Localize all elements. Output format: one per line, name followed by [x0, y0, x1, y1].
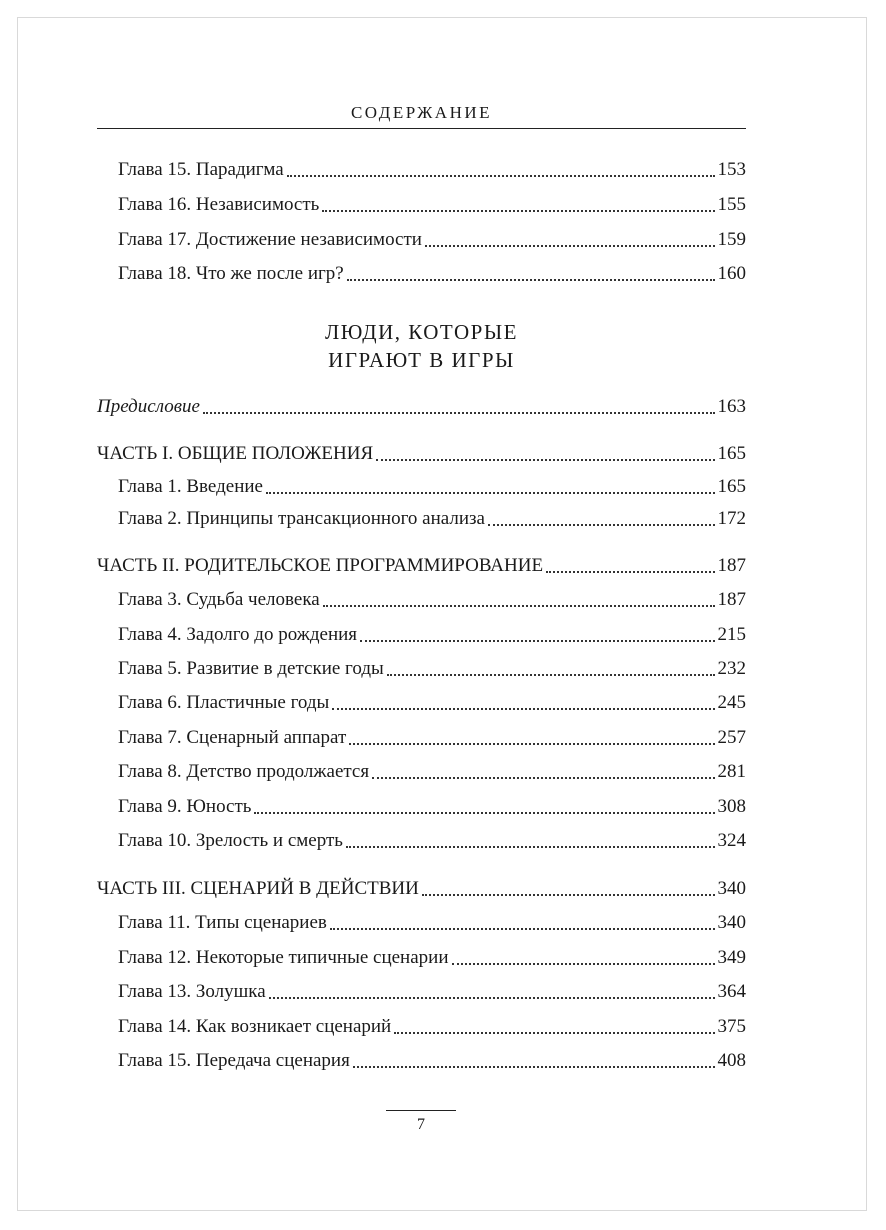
toc-entry-page-number: 187 [717, 555, 746, 576]
toc-entry [118, 909, 746, 937]
toc-entry [118, 1013, 746, 1041]
toc-entry-title: ЧАСТЬ III. СЦЕНАРИЙ В ДЕЙСТВИИ [97, 878, 419, 899]
toc-entry-title: Глава 15. Парадигма [118, 159, 284, 180]
toc-dot-leader [376, 459, 714, 461]
toc-entry-page-number: 375 [717, 1016, 746, 1037]
toc-entry-title: Глава 1. Введение [118, 476, 263, 497]
toc-entry [118, 260, 746, 288]
toc-dot-leader [425, 245, 715, 247]
toc-dot-leader [353, 1066, 715, 1068]
toc-entry-page-number: 165 [717, 476, 746, 497]
toc-entry-page-number: 155 [717, 194, 746, 215]
toc-entry-title: Предисловие [97, 396, 200, 417]
toc-entry-page-number: 159 [717, 229, 746, 250]
toc-entry [118, 827, 746, 855]
toc-entry [97, 393, 746, 421]
toc-entry-title: Глава 3. Судьба человека [118, 589, 320, 610]
toc-entry-title: Глава 11. Типы сценариев [118, 912, 327, 933]
toc-entry-title: Глава 12. Некоторые типичные сценарии [118, 947, 449, 968]
toc-entry [118, 156, 746, 184]
toc-entry-title: Глава 6. Пластичные годы [118, 692, 330, 713]
toc-entry-page-number: 349 [717, 947, 746, 968]
toc-dot-leader [452, 963, 715, 965]
toc-entry-title: Глава 2. Принципы трансакционного анализа [118, 508, 485, 529]
toc-entry-title: Глава 7. Сценарный аппарат [118, 727, 347, 748]
toc-dot-leader [546, 571, 714, 573]
toc-entry-page-number: 215 [717, 624, 746, 645]
toc-entry-page-number: 257 [717, 727, 746, 748]
toc-entry [118, 505, 746, 533]
toc-entry-title: Глава 9. Юность [118, 796, 252, 817]
toc-part-entry [97, 552, 746, 580]
toc-entry-title: ЧАСТЬ II. РОДИТЕЛЬСКОЕ ПРОГРАММИРОВАНИЕ [97, 555, 544, 576]
toc-entry [118, 586, 746, 614]
toc-entry [118, 655, 746, 683]
toc-entry-title: Глава 16. Независимость [118, 194, 320, 215]
toc-dot-leader [346, 846, 715, 848]
toc-dot-leader [254, 812, 714, 814]
toc-dot-leader [422, 894, 715, 896]
toc-entry [118, 689, 746, 717]
toc-dot-leader [360, 640, 714, 642]
toc-entry [118, 1047, 746, 1075]
toc-entry [118, 978, 746, 1006]
toc-dot-leader [347, 279, 715, 281]
running-head: СОДЕРЖАНИЕ [350, 103, 493, 122]
section-title-line-1: ЛЮДИ, КОТОРЫЕ [325, 320, 518, 344]
toc-entry-page-number: 340 [717, 878, 746, 899]
toc-dot-leader [488, 524, 715, 526]
toc-dot-leader [387, 674, 715, 676]
toc-dot-leader [287, 175, 715, 177]
section-title-line-2: ИГРАЮТ В ИГРЫ [328, 348, 515, 372]
toc-entry-page-number: 245 [717, 692, 746, 713]
footer-rule [386, 1110, 456, 1111]
toc-entry-title: Глава 15. Передача сценария [118, 1050, 350, 1071]
toc-dot-leader [349, 743, 714, 745]
toc-entry [118, 226, 746, 254]
toc-entry-page-number: 364 [717, 981, 746, 1002]
toc-entry [118, 724, 746, 752]
toc-entry [118, 944, 746, 972]
toc-entry-title: Глава 18. Что же после игр? [118, 263, 344, 284]
toc-entry-title: ЧАСТЬ I. ОБЩИЕ ПОЛОЖЕНИЯ [97, 443, 374, 464]
toc-entry [118, 621, 746, 649]
toc-entry-page-number: 172 [717, 508, 746, 529]
toc-entry-title: Глава 14. Как возникает сценарий [118, 1016, 392, 1037]
toc-entry-page-number: 340 [717, 912, 746, 933]
toc-part-entry [97, 440, 746, 468]
toc-entry-page-number: 408 [717, 1050, 746, 1071]
toc-entry-page-number: 153 [717, 159, 746, 180]
toc-entry [118, 473, 746, 501]
toc-dot-leader [372, 777, 714, 779]
toc-dot-leader [394, 1032, 714, 1034]
toc-entry-title: Глава 10. Зрелость и смерть [118, 830, 343, 851]
toc-entry-title: Глава 5. Развитие в детские годы [118, 658, 384, 679]
page-number: 7 [417, 1116, 425, 1133]
toc-entry [118, 758, 746, 786]
toc-dot-leader [269, 997, 715, 999]
toc-dot-leader [323, 605, 715, 607]
toc-entry-page-number: 281 [717, 761, 746, 782]
toc-entry-title: Глава 4. Задолго до рождения [118, 624, 358, 645]
toc-entry-page-number: 232 [717, 658, 746, 679]
toc-part-entry [97, 875, 746, 903]
toc-entry-page-number: 160 [717, 263, 746, 284]
toc-entry-title: Глава 8. Детство продолжается [118, 761, 370, 782]
toc-entry-page-number: 324 [717, 830, 746, 851]
toc-entry-page-number: 308 [717, 796, 746, 817]
toc-dot-leader [266, 492, 715, 494]
toc-entry [118, 191, 746, 219]
toc-entry-page-number: 187 [717, 589, 746, 610]
header-rule [97, 128, 746, 129]
toc-dot-leader [322, 210, 714, 212]
toc-entry-title: Глава 17. Достижение независимости [118, 229, 422, 250]
toc-dot-leader [332, 708, 714, 710]
toc-entry-title: Глава 13. Золушка [118, 981, 266, 1002]
toc-entry-page-number: 163 [717, 396, 746, 417]
toc-entry-page-number: 165 [717, 443, 746, 464]
toc-dot-leader [330, 928, 715, 930]
toc-entry [118, 793, 746, 821]
toc-dot-leader [203, 412, 715, 414]
